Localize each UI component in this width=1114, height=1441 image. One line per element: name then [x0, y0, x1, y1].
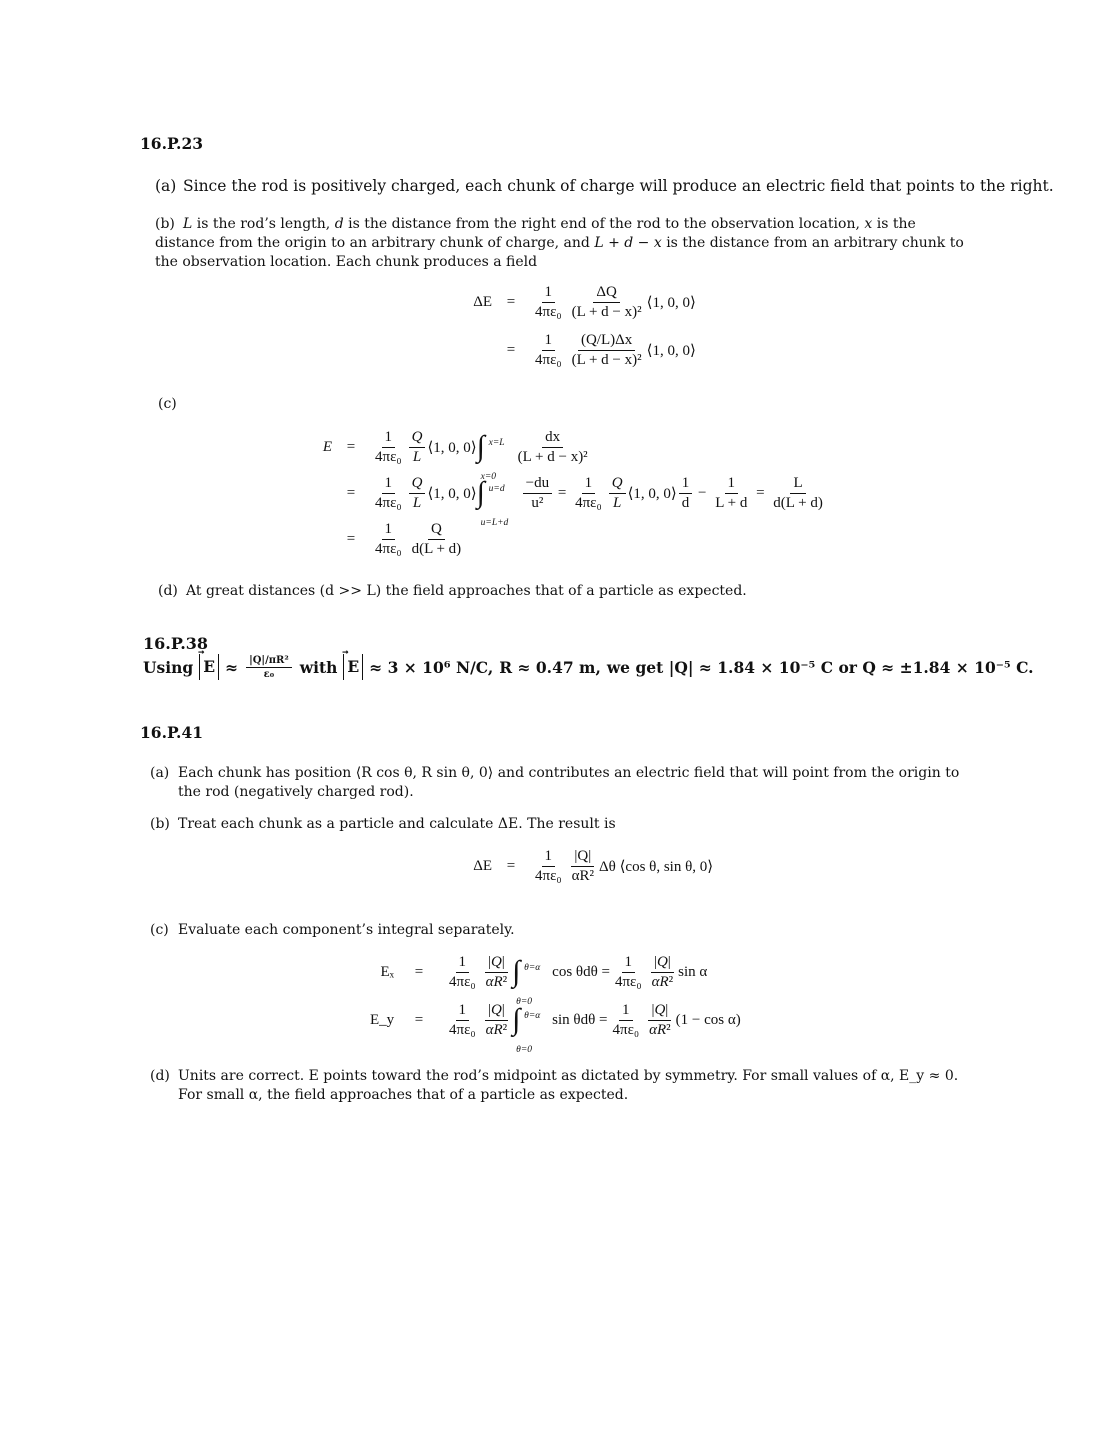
eq-lhs: ΔE: [473, 857, 492, 874]
num: 1: [725, 475, 739, 494]
eq-op: =: [346, 438, 356, 455]
int-lower: θ=0: [516, 997, 532, 1007]
den: 4πε₀: [375, 540, 402, 557]
den: ε₀: [263, 668, 275, 680]
integrand: sin θdθ =: [552, 1011, 608, 1028]
part-label: (d): [158, 583, 178, 599]
var-x: x: [864, 216, 873, 232]
eq-lhs: E: [322, 438, 332, 455]
part-d-16p41: [150, 1067, 980, 1105]
den: (L + d − x)²: [517, 448, 588, 465]
integral-sign: ∫ u=d u=L+d: [477, 478, 499, 508]
eq-result: sin α: [678, 963, 708, 980]
part-label: (b): [155, 216, 175, 232]
den: u²: [531, 494, 544, 511]
vector: ⟨1, 0, 0⟩: [427, 485, 477, 502]
num: (Q/L)Δx: [578, 332, 635, 351]
den: d: [681, 494, 690, 511]
int-upper: u=d: [488, 484, 505, 494]
vector: ⟨1, 0, 0⟩: [427, 439, 477, 456]
num: 1: [679, 475, 693, 494]
equation-16p41-b: [440, 842, 713, 890]
part-label: (a): [150, 765, 170, 781]
eq-op: =: [414, 1011, 424, 1028]
int-lower: θ=0: [516, 1045, 532, 1055]
den: 4πε₀: [535, 303, 562, 320]
den: L + d: [715, 494, 748, 511]
den: d(L + d): [411, 540, 462, 557]
int-lower: x=0: [480, 472, 497, 482]
field-magnitude: ⃗ E: [199, 654, 219, 680]
num: Q: [428, 521, 445, 540]
part-text: Units are correct. E points toward the rod’s midpoint as dictated by symmetry. For small values of α, E_y ≈ 0. For small α, the field approaches that of a particle as expected.: [178, 1068, 959, 1103]
part-b-16p23: [155, 215, 975, 272]
part-label: (d): [150, 1068, 170, 1084]
text: is the rod’s length,: [196, 216, 331, 232]
vector: ⟨1, 0, 0⟩: [627, 485, 677, 502]
eq-op: =: [506, 293, 516, 310]
num: ΔQ: [593, 284, 619, 303]
text: Using: [143, 657, 194, 677]
num: 1: [542, 284, 556, 303]
part-text: Treat each chunk as a particle and calculate ΔE. The result is: [178, 816, 616, 832]
eq-op: =: [346, 530, 356, 547]
var-d: d: [334, 216, 344, 232]
den: 4πε₀: [535, 867, 562, 884]
num: |Q|/πR²: [246, 655, 292, 668]
eq-op: =: [506, 857, 516, 874]
eq-result: (1 − cos α): [675, 1011, 741, 1028]
eq-op: =: [346, 484, 356, 501]
part-text: At great distances (d >> L) the field approaches that of a particle as expected.: [186, 583, 747, 599]
part-label: (b): [150, 816, 170, 832]
num: L: [790, 475, 805, 494]
part-c-label-16p23: (c): [158, 396, 177, 412]
expr: L + d − x: [594, 235, 662, 251]
den: d(L + d): [773, 494, 823, 511]
integral-sign: ∫ θ=α θ=0: [512, 1005, 534, 1035]
problem-heading-16p23: 16.P.23: [140, 134, 204, 153]
text: with: [299, 657, 338, 677]
part-text: Since the rod is positively charged, each chunk of charge will produce an electric field that points to the right.: [183, 177, 1054, 195]
text: is the distance from the right end of the rod to the observation location,: [348, 216, 860, 232]
den: 4πε₀: [535, 351, 562, 368]
text: is the distance from an arbitrary chunk to the observation location. Each chunk produces a field: [155, 235, 964, 270]
int-upper: θ=α: [524, 963, 541, 973]
den: (L + d − x)²: [571, 351, 642, 368]
vector: ⟨1, 0, 0⟩: [646, 294, 696, 311]
part-label: (c): [150, 922, 169, 938]
part-a-16p23: [155, 177, 1054, 196]
num: |Q|: [571, 848, 594, 867]
field-magnitude: ⃗ E: [343, 654, 363, 680]
den: αR²: [571, 867, 594, 884]
num: 1: [542, 848, 556, 867]
integral-sign: ∫ θ=α θ=0: [512, 957, 534, 987]
num: 1: [542, 332, 556, 351]
fraction: [532, 332, 565, 369]
int-upper: x=L: [488, 438, 505, 448]
equation-16p23-c: E = $\frac{1}{\text{4πε₀}}$ $\frac{Q}{L}$ ⟨1, 0, 0⟩ ∫ x=L x=0 $\frac{dx}{\text{(L + d − x)²}}$ = $\frac{1}{\text{4πε₀}}$ $\frac{Q}{L}$ ⟨1, 0, 0⟩ ∫ u=d u=L+d $\frac{-du}{\text{u²}}$ = $\frac{1}{\text{4πε₀}}$ $\frac{Q}{L}$ ⟨1, 0, 0⟩ $\frac{1}{d}$ − $\frac{1}{L + d}$ = $\frac{L}{d(L + d)}$ = $\frac{1}{\text{4πε₀}}$ $\frac{Q}{d(L + d)}$: [300, 424, 828, 562]
part-a-16p41: [150, 764, 980, 802]
part-b-16p41: [150, 815, 616, 834]
fraction: [532, 284, 565, 321]
problem-heading-16p41: 16.P.41: [140, 723, 204, 742]
fraction: [569, 284, 645, 321]
int-upper: θ=α: [524, 1011, 541, 1021]
radius-value: R ≈ 0.47 m,: [499, 657, 601, 677]
var-L: L: [183, 216, 193, 232]
part-c-16p41: [150, 921, 515, 940]
eq-op: =: [506, 341, 516, 358]
eq-lhs: Eₓ: [380, 963, 394, 980]
text: ≈: [225, 657, 239, 677]
vector: ⟨1, 0, 0⟩: [646, 342, 696, 359]
integral-sign: ∫ x=L x=0: [477, 432, 499, 462]
part-d-16p23: [158, 582, 747, 601]
equation-16p23-b: [440, 278, 696, 374]
fraction: [569, 332, 645, 369]
eq-tail: Δθ ⟨cos θ, sin θ, 0⟩: [598, 858, 714, 875]
field-value: ≈ 3 × 10⁶ N/C,: [369, 657, 494, 677]
integrand: cos θdθ =: [552, 963, 610, 980]
den: (L + d − x)²: [571, 303, 642, 320]
num: −du: [523, 475, 552, 494]
eq-lhs: ΔE: [473, 293, 492, 310]
problem-16p38-body: [143, 654, 1034, 680]
problem-heading-16p38: 16.P.38: [143, 634, 209, 653]
part-text: Evaluate each component’s integral separately.: [178, 922, 515, 938]
part-text: Each chunk has position ⟨R cos θ, R sin θ, 0⟩ and contributes an electric field that will point from the origin to the rod (negatively charged rod).: [178, 765, 960, 800]
fraction: [246, 655, 292, 680]
num: 1: [382, 521, 396, 540]
int-lower: u=L+d: [480, 518, 509, 528]
result-text: we get |Q| ≈ 1.84 × 10⁻⁵ C or Q ≈ ±1.84 × 10⁻⁵ C.: [606, 657, 1034, 677]
part-label: (a): [155, 177, 177, 195]
equation-16p41-c: Eₓ = $\frac{1}{\text{4πε₀}}$ $\frac{|Q|}{\text{αR²}}$ ∫ θ=α θ=0 cos θdθ = $\frac{1}{\text{4πε₀}}$ $\frac{|Q|}{\text{αR²}}$ sin α E_y = $\frac{1}{\text{4πε₀}}$ $\frac{|Q|}{\text{αR²}}$ ∫ θ=α θ=0 sin θdθ = $\frac{1}{\text{4πε₀}}$ $\frac{|Q|}{\text{αR²}}$ (1 − cos α): [370, 948, 741, 1044]
eq-op: =: [414, 963, 424, 980]
text: is the distance from the origin to an arbitrary chunk of charge, and: [155, 216, 916, 251]
eq-lhs: E_y: [370, 1011, 395, 1028]
num: dx: [542, 429, 563, 448]
